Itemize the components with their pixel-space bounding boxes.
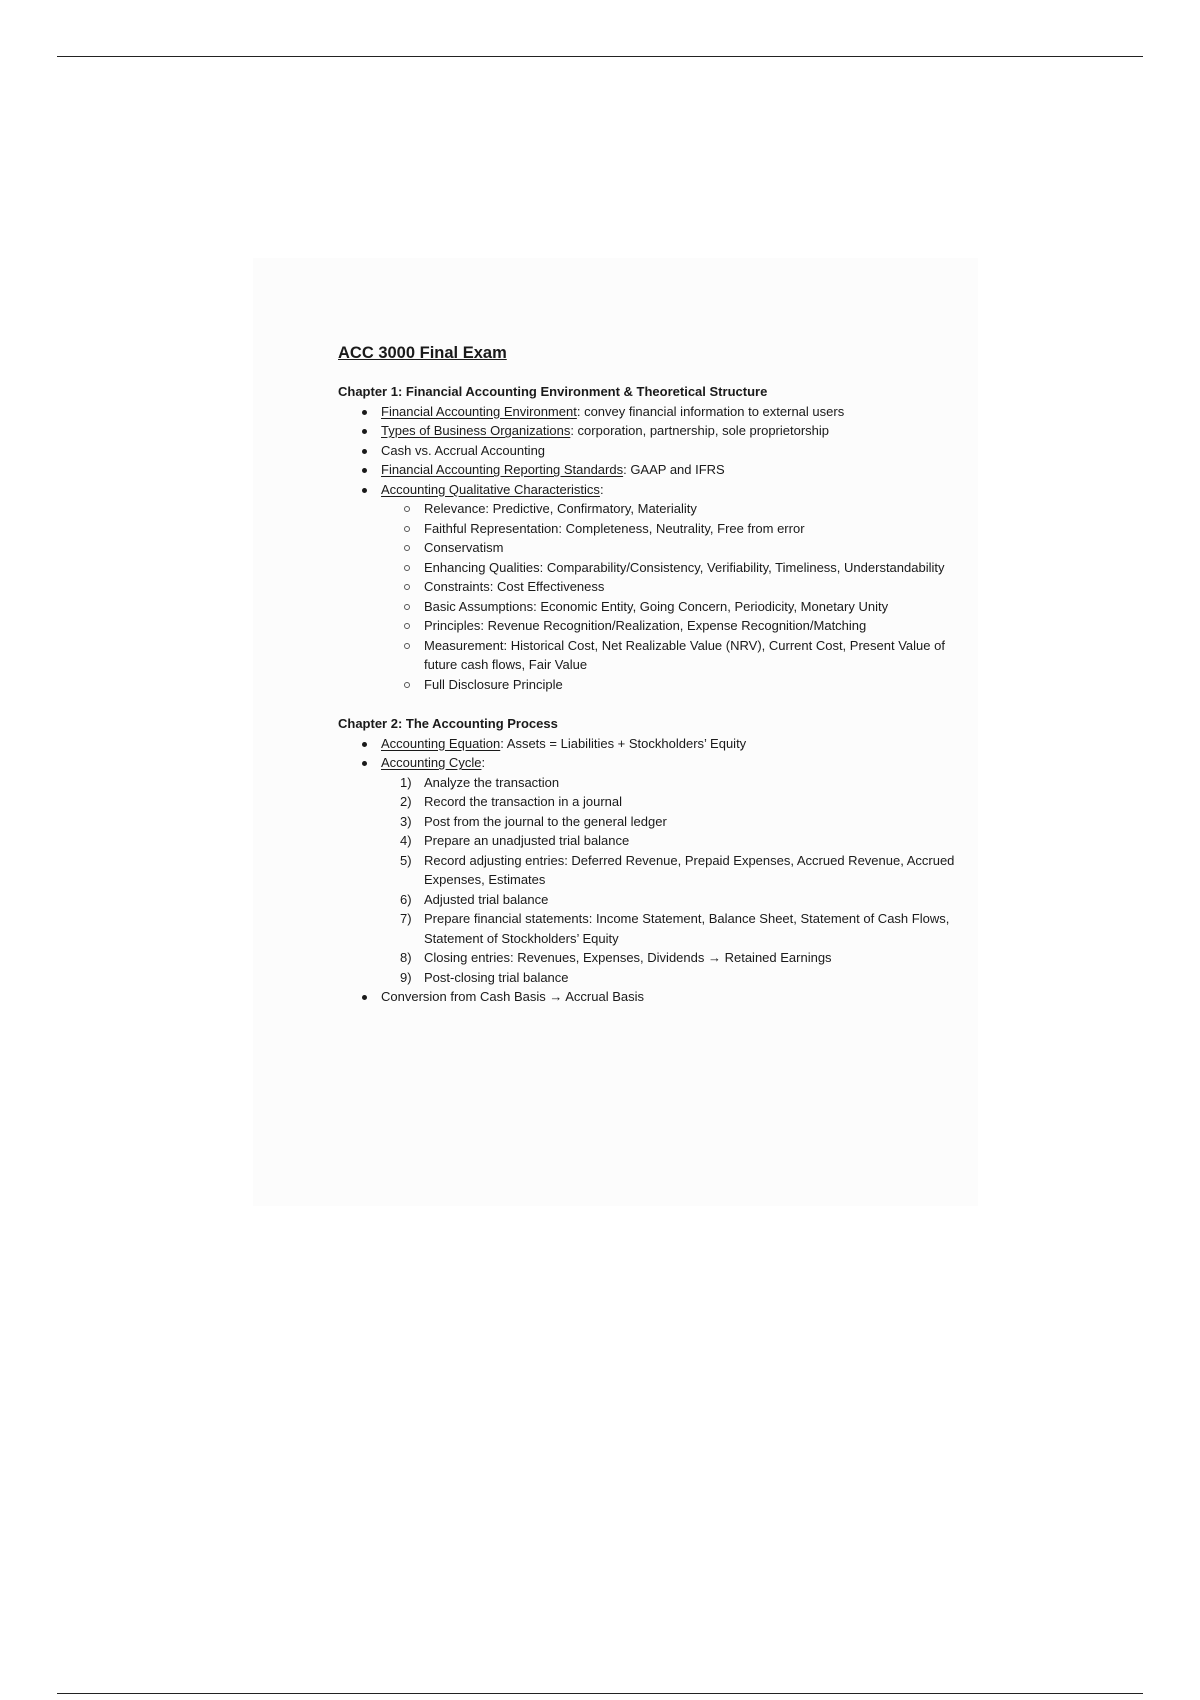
sub-list-item: Full Disclosure Principle [424,675,958,695]
sub-list-item: Conservatism [424,538,958,558]
topic-label: Financial Accounting Reporting Standards [381,462,624,477]
cycle-step [400,909,958,948]
cycle-step [400,968,958,988]
sub-list-item: Faithful Representation: Completeness, Neutrality, Free from error [424,519,958,539]
list-item [381,421,958,441]
topic-label: Accounting Qualitative Characteristics [381,481,600,497]
topic-text: Cash vs. Accrual Accounting [381,442,546,458]
chapter-1-heading: Chapter 1: Financial Accounting Environment & Theoretical Structure [338,384,768,399]
topic-text: Conversion from Cash Basis → Accrual Basis [381,989,644,1004]
topic-text: : [599,481,604,497]
step-number: 2) [400,794,412,809]
topic-text: : Assets = Liabilities + Stockholders’ Equity [500,735,747,751]
list-item [381,460,958,480]
sub-list-item: Constraints: Cost Effectiveness [424,577,958,597]
cycle-step [400,773,958,793]
step-text: Analyze the transaction [424,774,560,790]
qualitative-characteristics-list [381,499,958,694]
topic-label: Financial Accounting Environment [381,403,577,419]
topic-label: Types of Business Organizations [381,423,571,438]
step-text: Post-closing trial balance [424,969,569,985]
accounting-cycle-steps [381,773,958,988]
document-content [338,342,958,1007]
list-item [381,987,958,1007]
chapter-2-list [338,734,958,1007]
step-text: Record the transaction in a journal [424,794,623,809]
document-title: ACC 3000 Final Exam [338,344,507,362]
topic-label: Accounting Equation [381,735,501,751]
step-number: 4) [400,833,412,848]
sub-list-item: Measurement: Historical Cost, Net Realizable Value (NRV), Current Cost, Present Value of future cash flows, Fair Value [424,636,958,675]
cycle-step [400,948,958,968]
topic-text: : [481,755,486,770]
cycle-step [400,792,958,812]
sub-list-item: Principles: Revenue Recognition/Realization, Expense Recognition/Matching [424,616,958,636]
chapter-2-heading: Chapter 2: The Accounting Process [338,716,558,731]
list-item [381,402,958,422]
step-text: Prepare financial statements: Income Statement, Balance Sheet, Statement of Cash Flows, Statement of Stockholders’ Equity [424,911,950,946]
sub-list-item: Enhancing Qualities: Comparability/Consistency, Verifiability, Timeliness, Understandability [424,558,958,578]
step-text: Prepare an unadjusted trial balance [424,833,630,848]
sub-list-item: Basic Assumptions: Economic Entity, Going Concern, Periodicity, Monetary Unity [424,597,958,617]
list-item [381,753,958,987]
cycle-step [400,890,958,910]
step-number: 6) [400,891,412,907]
list-item [381,441,958,461]
step-number: 9) [400,969,412,985]
step-number: 5) [400,852,412,868]
step-text: Post from the journal to the general ledger [424,813,667,829]
step-number: 3) [400,813,412,829]
list-item [381,480,958,695]
step-text: Record adjusting entries: Deferred Revenue, Prepaid Expenses, Accrued Revenue, Accrued Expenses, Estimates [424,852,955,887]
list-item [381,734,958,754]
chapter-1-list [338,402,958,695]
step-number: 7) [400,911,412,926]
bottom-divider [57,1693,1143,1694]
topic-label: Accounting Cycle [381,755,482,770]
step-text: Adjusted trial balance [424,891,549,907]
cycle-step [400,831,958,851]
cycle-step [400,812,958,832]
step-number: 8) [400,950,412,965]
topic-text: : GAAP and IFRS [623,462,725,477]
cycle-step [400,851,958,890]
sub-list-item: Relevance: Predictive, Confirmatory, Materiality [424,499,958,519]
step-text: Closing entries: Revenues, Expenses, Dividends → Retained Earnings [424,950,832,965]
topic-text: : corporation, partnership, sole proprietorship [570,423,830,438]
top-divider [57,56,1143,57]
step-number: 1) [400,774,412,790]
topic-text: : convey financial information to external users [576,403,845,419]
